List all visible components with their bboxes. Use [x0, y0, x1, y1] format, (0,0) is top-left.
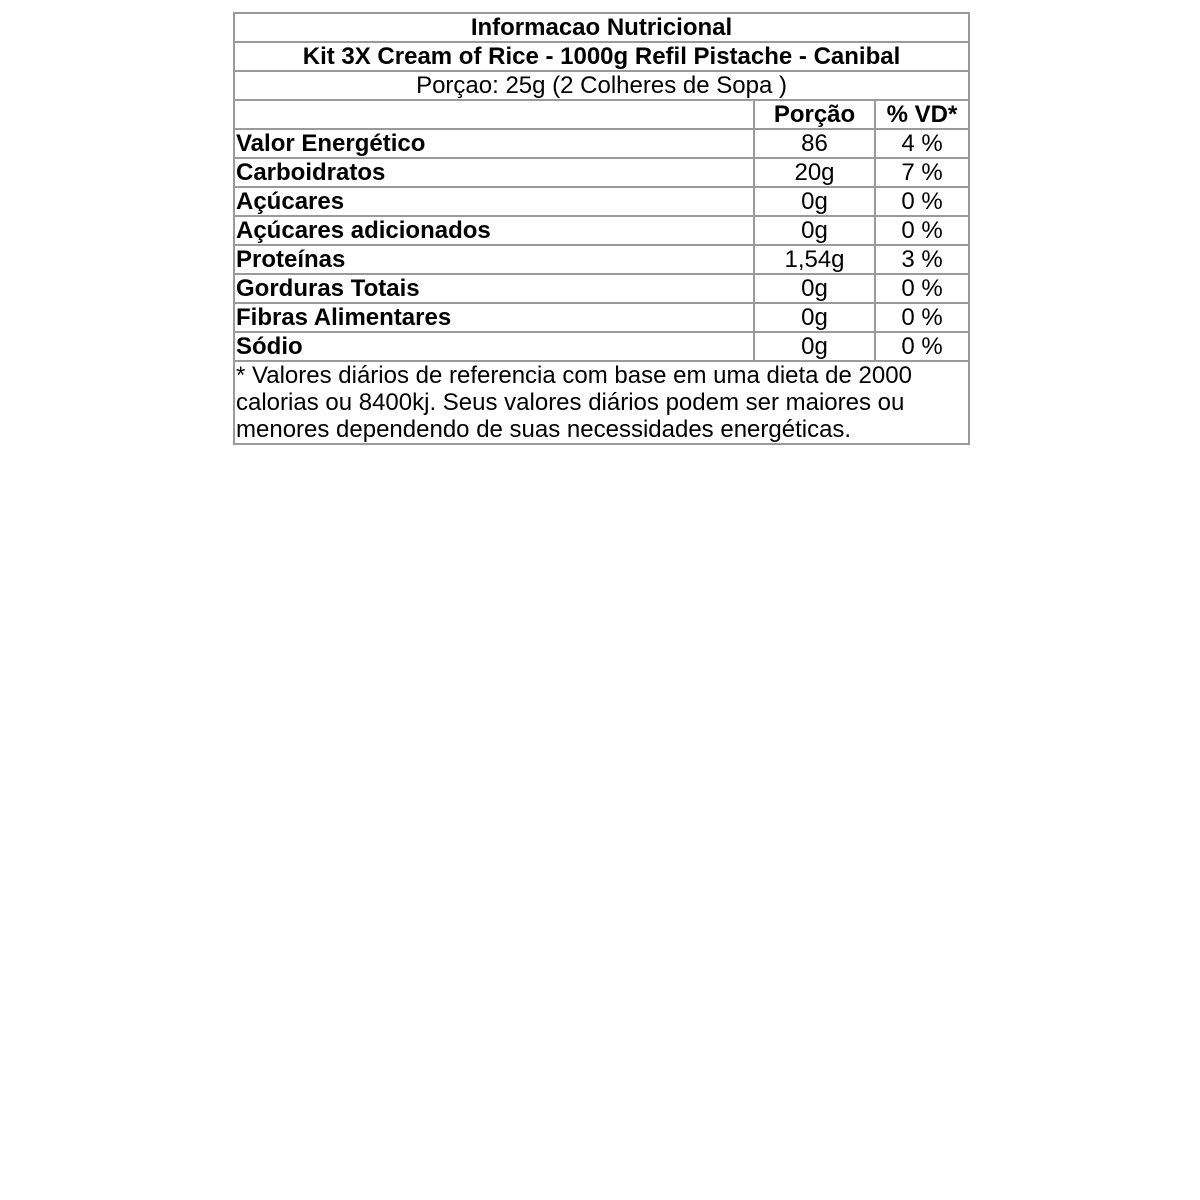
nutrient-name: Açúcares: [234, 187, 754, 216]
nutrient-daily-value: 0 %: [875, 274, 969, 303]
nutrient-daily-value: 4 %: [875, 129, 969, 158]
nutrient-daily-value: 3 %: [875, 245, 969, 274]
table-row: [234, 245, 969, 274]
nutrient-portion: 0g: [754, 216, 875, 245]
nutrient-daily-value: 7 %: [875, 158, 969, 187]
footnote-row: [234, 361, 969, 444]
nutrient-name: Fibras Alimentares: [234, 303, 754, 332]
serving-size: Porçao: 25g (2 Colheres de Sopa ): [234, 71, 969, 100]
nutrient-name: Valor Energético: [234, 129, 754, 158]
table-row: [234, 216, 969, 245]
nutrient-portion: 86: [754, 129, 875, 158]
nutrient-name: Sódio: [234, 332, 754, 361]
nutrient-portion: 0g: [754, 187, 875, 216]
nutrient-daily-value: 0 %: [875, 303, 969, 332]
nutrient-daily-value: 0 %: [875, 216, 969, 245]
header-nutrient: [234, 100, 754, 129]
nutrition-facts-table: [233, 12, 970, 445]
title-row: [234, 13, 969, 42]
nutrient-portion: 0g: [754, 274, 875, 303]
nutrient-name: Açúcares adicionados: [234, 216, 754, 245]
nutrient-name: Proteínas: [234, 245, 754, 274]
nutrient-daily-value: 0 %: [875, 187, 969, 216]
product-name: Kit 3X Cream of Rice - 1000g Refil Pistache - Canibal: [234, 42, 969, 71]
nutrient-daily-value: 0 %: [875, 332, 969, 361]
header-daily-value: % VD*: [875, 100, 969, 129]
table-row: [234, 274, 969, 303]
nutrient-name: Carboidratos: [234, 158, 754, 187]
serving-row: [234, 71, 969, 100]
nutrient-portion: 1,54g: [754, 245, 875, 274]
footnote: * Valores diários de referencia com base em uma dieta de 2000 calorias ou 8400kj. Seus valores diários podem ser maiores ou menores dependendo de suas necessidades energéticas.: [234, 361, 969, 444]
nutrient-portion: 0g: [754, 303, 875, 332]
table-row: [234, 187, 969, 216]
header-portion: Porção: [754, 100, 875, 129]
nutrient-name: Gorduras Totais: [234, 274, 754, 303]
table-row: [234, 129, 969, 158]
table-row: [234, 158, 969, 187]
table-row: [234, 303, 969, 332]
product-row: [234, 42, 969, 71]
nutrient-portion: 20g: [754, 158, 875, 187]
table-row: [234, 332, 969, 361]
nutrient-portion: 0g: [754, 332, 875, 361]
header-row: [234, 100, 969, 129]
table-title: Informacao Nutricional: [234, 13, 969, 42]
